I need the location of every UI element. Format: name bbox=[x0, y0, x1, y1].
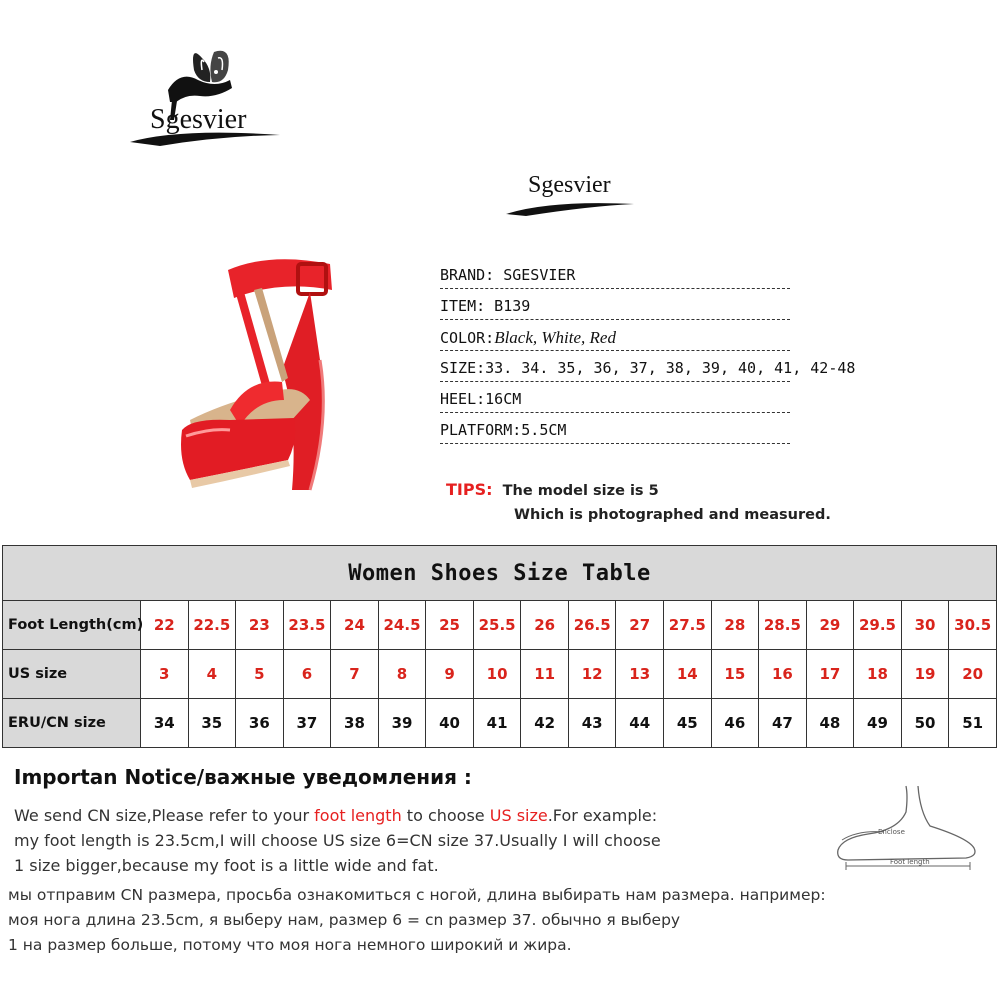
divider bbox=[440, 443, 790, 444]
size-table-cell: 34 bbox=[141, 699, 189, 748]
spec-brand-text: BRAND: SGESVIER bbox=[440, 266, 576, 284]
spec-brand bbox=[440, 266, 840, 297]
high-heel-butterfly-icon bbox=[120, 40, 290, 160]
size-table-cell: 49 bbox=[854, 699, 902, 748]
notice-english bbox=[14, 803, 661, 878]
size-table-cell: 40 bbox=[426, 699, 474, 748]
size-table-row bbox=[3, 650, 997, 699]
size-table-cell: 28.5 bbox=[759, 601, 807, 650]
spec-item-text: ITEM: B139 bbox=[440, 297, 531, 315]
tips-line-2: Which is photographed and measured. bbox=[514, 507, 831, 523]
size-table-cell: 28 bbox=[711, 601, 759, 650]
product-specs bbox=[440, 266, 856, 452]
notice-ru-line-1: мы отправим CN размера, просьба ознакомиться с ногой, длина выбирать нам размера. например: bbox=[8, 886, 826, 904]
size-table-cell: 37 bbox=[283, 699, 331, 748]
size-table-row-label: US size bbox=[3, 650, 141, 699]
size-table-cell: 48 bbox=[806, 699, 854, 748]
size-table-cell: 20 bbox=[949, 650, 997, 699]
size-table-cell: 29.5 bbox=[854, 601, 902, 650]
tips-label: TIPS: bbox=[446, 480, 493, 499]
notice-en-text: .For example: bbox=[547, 806, 658, 825]
size-table-cell: 26 bbox=[521, 601, 569, 650]
red-platform-sandal-icon bbox=[170, 250, 410, 500]
size-table bbox=[2, 545, 997, 748]
notice-en-text: We send CN size,Please refer to your bbox=[14, 806, 315, 825]
size-table-cell: 44 bbox=[616, 699, 664, 748]
brand-name-top: Sgesvier bbox=[150, 104, 247, 135]
product-shoe-image bbox=[170, 250, 410, 500]
size-table-cell: 7 bbox=[331, 650, 379, 699]
size-table-cell: 25.5 bbox=[473, 601, 521, 650]
notice-en-line-3: 1 size bigger,because my foot is a little wide and fat. bbox=[14, 856, 439, 875]
size-table-cell: 15 bbox=[711, 650, 759, 699]
size-table-cell: 24.5 bbox=[378, 601, 426, 650]
size-table-row-label: ERU/CN size bbox=[3, 699, 141, 748]
notice-title: Importan Notice/важные уведомления : bbox=[14, 765, 472, 789]
spec-platform-text: PLATFORM:5.5CM bbox=[440, 421, 567, 439]
spec-heel bbox=[440, 390, 840, 421]
brand-logo-top bbox=[120, 40, 290, 160]
divider bbox=[440, 381, 790, 382]
notice-ru-line-2: моя нога длина 23.5cm, я выберу нам, размер 6 = cn размер 37. обычно я выберу bbox=[8, 911, 681, 929]
size-table-cell: 47 bbox=[759, 699, 807, 748]
notice-en-text: to choose bbox=[401, 806, 490, 825]
size-table-cell: 12 bbox=[568, 650, 616, 699]
size-table-cell: 23 bbox=[236, 601, 284, 650]
size-table-row-label: Foot Length(cm) bbox=[3, 601, 141, 650]
divider bbox=[440, 319, 790, 320]
size-table-cell: 30.5 bbox=[949, 601, 997, 650]
notice-en-line-1 bbox=[14, 803, 661, 828]
size-table-cell: 26.5 bbox=[568, 601, 616, 650]
size-table-cell: 39 bbox=[378, 699, 426, 748]
size-table-cell: 35 bbox=[188, 699, 236, 748]
spec-platform bbox=[440, 421, 840, 452]
size-table-title-row bbox=[3, 546, 997, 601]
brand-name-mid: Sgesvier bbox=[528, 172, 611, 198]
size-table-cell: 24 bbox=[331, 601, 379, 650]
size-table-cell: 29 bbox=[806, 601, 854, 650]
size-table-cell: 42 bbox=[521, 699, 569, 748]
size-table-cell: 43 bbox=[568, 699, 616, 748]
size-table-cell: 38 bbox=[331, 699, 379, 748]
size-table-cell: 16 bbox=[759, 650, 807, 699]
size-table-cell: 8 bbox=[378, 650, 426, 699]
size-table-cell: 27 bbox=[616, 601, 664, 650]
tips-line-1: The model size is 5 bbox=[502, 483, 659, 499]
size-table-cell: 10 bbox=[473, 650, 521, 699]
size-table-cell: 30 bbox=[901, 601, 949, 650]
spec-color bbox=[440, 328, 840, 359]
size-table-cell: 27.5 bbox=[664, 601, 712, 650]
notice-highlight-us-size: US size bbox=[489, 806, 548, 825]
size-table-cell: 4 bbox=[188, 650, 236, 699]
tips-note bbox=[446, 478, 831, 527]
size-table-cell: 41 bbox=[473, 699, 521, 748]
size-table-row bbox=[3, 699, 997, 748]
size-table-cell: 14 bbox=[664, 650, 712, 699]
spec-heel-text: HEEL:16CM bbox=[440, 390, 522, 408]
size-table-cell: 3 bbox=[141, 650, 189, 699]
spec-item bbox=[440, 297, 840, 328]
size-table-title: Women Shoes Size Table bbox=[3, 546, 997, 601]
size-table-cell: 9 bbox=[426, 650, 474, 699]
size-table-cell: 36 bbox=[236, 699, 284, 748]
size-table-cell: 19 bbox=[901, 650, 949, 699]
size-table-cell: 22 bbox=[141, 601, 189, 650]
spec-size bbox=[440, 359, 856, 390]
size-table-cell: 17 bbox=[806, 650, 854, 699]
size-table-cell: 18 bbox=[854, 650, 902, 699]
brand-logo-mid bbox=[500, 168, 640, 228]
divider bbox=[440, 350, 790, 351]
size-table-cell: 6 bbox=[283, 650, 331, 699]
size-table-row bbox=[3, 601, 997, 650]
size-table-cell: 50 bbox=[901, 699, 949, 748]
size-table-cell: 23.5 bbox=[283, 601, 331, 650]
size-table-cell: 22.5 bbox=[188, 601, 236, 650]
spec-size-text: SIZE:33. 34. 35, 36, 37, 38, 39, 40, 41, 42-48 bbox=[440, 359, 856, 377]
divider bbox=[440, 288, 790, 289]
spec-color-label: COLOR: bbox=[440, 329, 495, 347]
size-table-cell: 46 bbox=[711, 699, 759, 748]
notice-highlight-foot-length: foot length bbox=[314, 806, 402, 825]
notice-en-line-2: my foot length is 23.5cm,I will choose US size 6=CN size 37.Usually I will choose bbox=[14, 831, 661, 850]
size-table-cell: 25 bbox=[426, 601, 474, 650]
spec-color-value: Black, White, Red bbox=[494, 328, 616, 347]
foot-label-length: Foot length bbox=[890, 858, 930, 866]
size-table-cell: 5 bbox=[236, 650, 284, 699]
divider bbox=[440, 412, 790, 413]
foot-outline-icon bbox=[828, 782, 988, 872]
size-table-cell: 45 bbox=[664, 699, 712, 748]
notice-russian bbox=[8, 883, 826, 958]
foot-label-enclose: Enclose bbox=[878, 828, 905, 836]
size-table-cell: 13 bbox=[616, 650, 664, 699]
size-table-cell: 51 bbox=[949, 699, 997, 748]
notice-ru-line-3: 1 на размер больше, потому что моя нога немного широкий и жира. bbox=[8, 936, 572, 954]
size-table-cell: 11 bbox=[521, 650, 569, 699]
foot-measure-diagram bbox=[828, 782, 988, 872]
